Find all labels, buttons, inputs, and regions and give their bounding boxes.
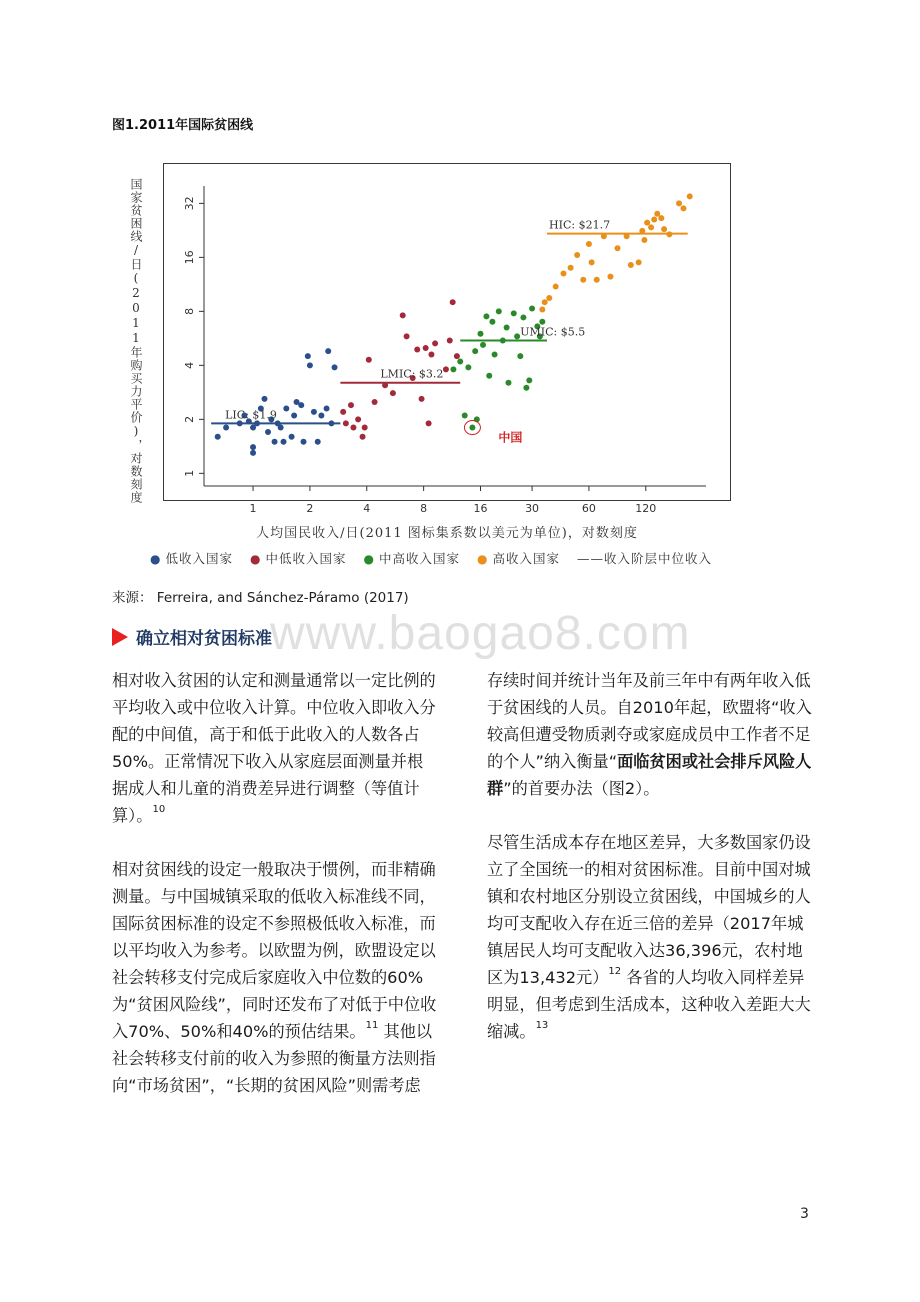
right-column <box>487 667 813 1072</box>
data-point <box>568 265 574 271</box>
data-point <box>560 271 566 277</box>
data-point <box>340 409 346 415</box>
data-point <box>511 310 517 316</box>
triangle-bullet-icon <box>112 628 128 646</box>
data-point <box>546 295 552 301</box>
data-point <box>483 313 489 319</box>
china-label: 中国 <box>498 430 523 445</box>
legend-dot-icon: ● <box>150 552 162 566</box>
legend-dot-icon: ● <box>476 552 489 566</box>
legend-lower-middle <box>250 551 347 566</box>
data-point <box>477 331 483 337</box>
paragraph: 存续时间并统计当年及前三年中有两年收入低于贫困线的人员。自2010年起，欧盟将“收入较高但遭受物质剥夺或家庭成员中工作者不足的个人”纳入衡量“面临贫困或社会排斥风险人群”的首要办法（图2）。 <box>487 671 812 798</box>
x-tick-label: 16 <box>473 502 488 515</box>
data-point <box>404 333 410 339</box>
data-point <box>400 312 406 318</box>
data-point <box>542 299 548 305</box>
data-point <box>580 277 586 283</box>
paragraph: 相对贫困线的设定一般取决于惯例，而非精确测量。与中国城镇采取的低收入标准线不同，国际贫困标准的设定不参照极低收入标准，而以平均收入为参考。以欧盟为例，欧盟设定以社会转移支付完成后家庭收入中位数的60%为“贫困风险线”，同时还发布了对低于中位收入70%、50%和40%的预估结果。$^{11}$ 其他以社会转移支付前的收入为参照的衡量方法则指向“市场贫困”，“长期的贫困风险”则需考虑 <box>112 860 437 1095</box>
x-tick-label: 4 <box>363 502 371 515</box>
data-point <box>443 366 449 372</box>
legend-high-label: 高收入国家 <box>492 551 560 566</box>
data-point <box>291 413 297 419</box>
data-point <box>539 306 545 312</box>
data-point <box>666 231 672 237</box>
x-tick-label: 2 <box>306 502 314 515</box>
section-heading-text: 确立相对贫困标准 <box>136 629 272 649</box>
median-label: UMIC: $5.5 <box>520 325 586 339</box>
data-point <box>462 413 468 419</box>
data-point <box>250 444 256 450</box>
footnote-ref: 12 <box>608 966 622 977</box>
data-point <box>423 345 429 351</box>
y-tick-label: 2 <box>183 415 197 423</box>
data-point <box>372 399 378 405</box>
y-tick-label: 8 <box>183 307 196 315</box>
page-number: 3 <box>800 1206 809 1222</box>
data-point <box>514 333 520 339</box>
x-tick-label: 60 <box>581 502 596 515</box>
data-point <box>553 284 559 290</box>
data-point <box>348 402 354 408</box>
data-point <box>328 420 334 426</box>
figure-source: 来源： Ferreira, and Sánchez-Páramo (2017) <box>112 590 409 606</box>
data-point <box>539 319 545 325</box>
data-point <box>523 385 529 391</box>
data-point <box>414 347 420 353</box>
data-point <box>289 434 295 440</box>
data-point <box>382 382 388 388</box>
footnote-ref: 11 <box>365 1020 379 1031</box>
data-point <box>311 409 317 415</box>
legend-lower-middle-label: 中低收入国家 <box>265 551 347 566</box>
y-tick-label: 32 <box>183 196 196 211</box>
data-point <box>298 402 304 408</box>
data-point <box>644 220 650 226</box>
data-point <box>419 396 425 402</box>
left-column <box>112 667 438 1126</box>
data-point <box>362 425 368 431</box>
data-point <box>589 259 595 265</box>
data-point <box>492 351 498 357</box>
chart-legend <box>150 549 724 567</box>
data-point <box>472 348 478 354</box>
data-point <box>366 357 372 363</box>
y-tick-label: 4 <box>183 361 196 369</box>
footnote-ref: 10 <box>152 804 166 815</box>
data-point <box>432 340 438 346</box>
data-point <box>315 439 321 445</box>
data-point <box>687 193 693 199</box>
data-point <box>428 351 434 357</box>
data-point <box>574 252 580 258</box>
data-point <box>586 241 592 247</box>
data-point <box>624 233 630 239</box>
data-point <box>594 277 600 283</box>
chart-frame <box>163 163 731 515</box>
data-point <box>639 228 645 234</box>
data-point <box>457 359 463 365</box>
legend-high <box>477 551 560 566</box>
x-axis-label: 人均国民收入/日(2011 图标集系数以美元为单位)，对数刻度 <box>256 526 638 541</box>
data-point <box>325 348 331 354</box>
data-point <box>301 439 307 445</box>
data-point <box>676 200 682 206</box>
data-point <box>661 226 667 232</box>
median-label: LIC: $1.9 <box>225 408 277 422</box>
legend-low <box>150 551 233 566</box>
data-point <box>332 364 338 370</box>
data-point <box>500 338 506 344</box>
y-tick-label: 1 <box>183 469 196 477</box>
data-point <box>450 299 456 305</box>
data-point <box>350 425 356 431</box>
data-point <box>262 396 268 402</box>
data-point <box>465 364 471 370</box>
data-point <box>307 362 313 368</box>
legend-low-label: 低收入国家 <box>165 551 233 566</box>
section-heading <box>112 624 272 649</box>
data-point <box>648 224 654 230</box>
paragraph: 相对收入贫困的认定和测量通常以一定比例的平均收入或中位收入计算。中位收入即收入分配的中间值，高于和低于此收入的人数各占50%。正常情况下收入从家庭层面测量并根据成人和儿童的消费差异进行调整（等值计算）。$^{10}$ <box>112 671 436 825</box>
data-point <box>607 274 613 280</box>
y-tick-label: 16 <box>183 250 196 265</box>
data-point <box>360 434 366 440</box>
data-point <box>223 425 229 431</box>
data-point <box>343 420 349 426</box>
data-point <box>305 353 311 359</box>
legend-median: ——收入阶层中位收入 <box>576 551 712 566</box>
data-point <box>486 373 492 379</box>
data-point <box>517 353 523 359</box>
data-point <box>454 353 460 359</box>
data-point <box>469 425 475 431</box>
data-point <box>426 420 432 426</box>
figure-title: 图1.2011年国际贫困线 <box>112 118 254 133</box>
watermark: www.baogao8.com <box>270 607 691 660</box>
data-point <box>390 390 396 396</box>
scatter-chart <box>164 164 732 515</box>
data-point <box>265 429 271 435</box>
data-point <box>505 380 511 386</box>
data-point <box>636 259 642 265</box>
x-tick-label: 30 <box>525 502 540 515</box>
data-point <box>641 237 647 243</box>
y-axis-label: 国家贫困线/日(2011年购买力平价)，对数刻度 <box>129 178 143 504</box>
x-tick-label: 1 <box>249 502 257 515</box>
data-point <box>324 405 330 411</box>
x-tick-label: 120 <box>635 502 657 515</box>
data-point <box>526 377 532 383</box>
data-point <box>450 366 456 372</box>
data-point <box>628 262 634 268</box>
data-point <box>281 439 287 445</box>
legend-dot-icon: ● <box>249 552 262 566</box>
data-point <box>520 314 526 320</box>
data-point <box>489 319 495 325</box>
footnote-ref: 13 <box>535 1020 549 1031</box>
data-point <box>355 416 361 422</box>
paragraph: 尽管生活成本存在地区差异，大多数国家仍设立了全国统一的相对贫困标准。目前中国对城镇和农村地区分别设立贫困线，中国城乡的人均可支配收入存在近三倍的差异（2017年城镇居民人均可支配收入达36,396元，农村地区为13,432元）$^{12}$ 各省的人均收入同样差异明显，但考虑到生活成本，这种收入差距大大缩减。$^{13}$ <box>487 833 811 1041</box>
median-label: HIC: $21.7 <box>549 218 611 232</box>
data-point <box>601 233 607 239</box>
data-point <box>496 308 502 314</box>
data-point <box>529 305 535 311</box>
data-point <box>278 425 284 431</box>
data-point <box>651 217 657 223</box>
emphasis-text: 面临贫困或社会排斥风险人群 <box>487 752 812 798</box>
data-point <box>504 325 510 331</box>
data-point <box>680 205 686 211</box>
data-point <box>272 439 278 445</box>
median-label: LMIC: $3.2 <box>380 367 444 381</box>
data-point <box>658 215 664 221</box>
data-point <box>447 338 453 344</box>
data-point <box>215 434 221 440</box>
legend-upper-middle <box>363 551 460 566</box>
x-tick-label: 8 <box>420 502 428 515</box>
data-point <box>283 405 289 411</box>
data-point <box>614 245 620 251</box>
data-point <box>318 413 324 419</box>
data-point <box>250 450 256 456</box>
legend-dot-icon: ● <box>363 552 375 566</box>
data-point <box>480 342 486 348</box>
legend-upper-middle-label: 中高收入国家 <box>378 551 460 566</box>
